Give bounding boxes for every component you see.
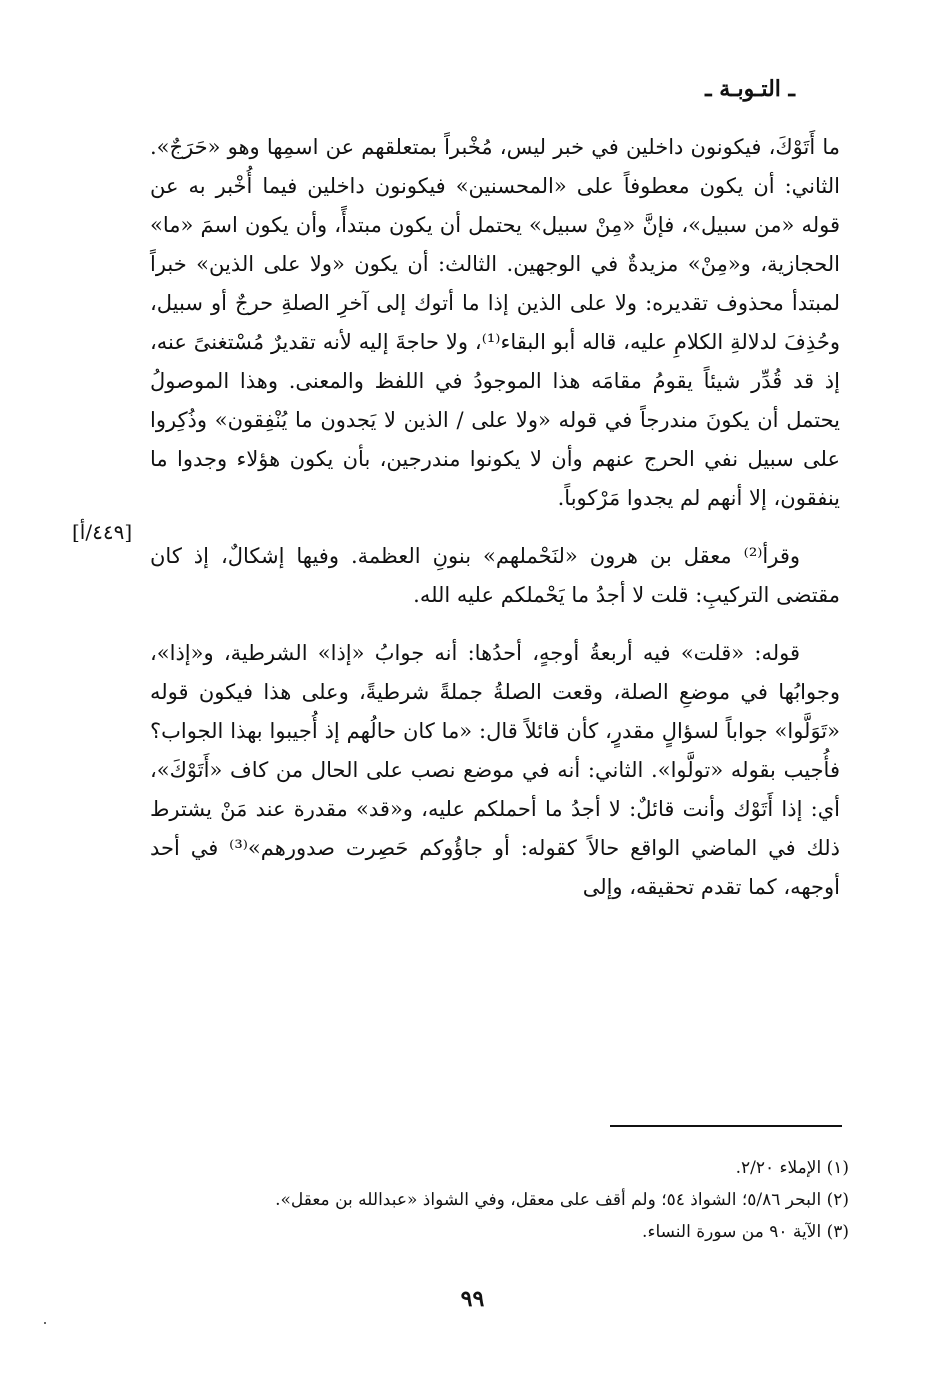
paragraph-1: ما أَتَوْكَ، فيكونون داخلين في خبر ليس، مُخْبراً بمتعلقهم عن اسمِها وهو «حَرَجٌ». الثاني: أن يكون معطوفاً على «المحسنين» فيكونون داخلين فيما أُخْبر به عن قوله «من سبيل»، فإنَّ «مِنْ سبيل» يحتمل أن يكون مبتدأً، وأن يكون اسمَ «ما» الحجازية، و«مِنْ» مزيدةٌ في الوجهين. الثالث: أن يكون «ولا على الذين» خبراً لمبتدأ محذوف تقديره: ولا على الذين إذا ما أتوك إلى آخرِ الصلةِ حرجٌ أو سبيل، وحُذِفَ لدلالةِ الكلامِ عليه، قاله أبو البقاء⁽¹⁾، ولا حاجةَ إليه لأنه تقديرٌ مُسْتغنىً عنه، إذ قد قُدِّر شيئاً يقومُ مقامَه هذا الموجودُ في اللفظ والمعنى. وهذا الموصولُ يحتمل أن يكونَ مندرجاً في قوله «ولا على / الذين لا يَجدون ما يُنْفِقون» وذُكِروا على سبيل نفي الحرج عنهم وأن لا يكونوا مندرجين، بأن يكون هؤلاء وجدوا ما ينفقون، إلا أنهم لم يجدوا مَرْكوباً. <box>150 135 840 510</box>
footnote-3: (٣) الآية ٩٠ من سورة النساء. <box>642 1222 849 1242</box>
paragraph-2: وقرأ⁽²⁾ معقل بن هرون «لنَحْملهم» بنونِ العظمة. وفيها إشكالٌ، إذ كان مقتضى التركيبِ: قلت لا أجدُ ما يَحْملكم عليه الله. <box>150 544 840 607</box>
manuscript-folio-reference: [٤٤٩/أ] <box>72 520 133 544</box>
footnote-2: (٢) البحر ٥/٨٦؛ الشواذ ٥٤؛ ولم أقف على معقل، وفي الشواذ «عبدالله بن معقل». <box>275 1190 849 1210</box>
page-number: ٩٩ <box>460 1286 485 1312</box>
main-text <box>150 128 840 907</box>
paragraph-3: قوله: «قلت» فيه أربعةُ أوجهٍ، أحدُها: أنه جوابُ «إذا» الشرطية، و«إذا»، وجوابُها في موضعِ الصلة، وقعت الصلةُ جملةً شرطيةً، وعلى هذا فيكون قوله «تَوَلَّوا» جواباً لسؤالٍ مقدرٍ، كأن قائلاً قال: «ما كان حالُهم إذ أُجيبوا بهذا الجواب؟ فأُجيب بقوله «تولَّوا». الثاني: أنه في موضع نصب على الحال من كاف «أَتَوْكَ»، أي: إذا أَتَوْك وأنت قائلٌ: لا أجدُ ما أحملكم عليه، و«قد» مقدرة عند مَنْ يشترط ذلك في الماضي الواقع حالاً كقوله: أو جاؤُوكم حَصِرت صدورهم»⁽³⁾ في أحد أوجهه، كما تقدم تحقيقه، وإلى <box>150 641 841 899</box>
footnote-1: (١) الإملاء ٢/٢٠. <box>735 1158 849 1178</box>
scan-speck <box>44 1322 46 1324</box>
footnote-separator <box>610 1125 842 1127</box>
running-header: ـ التـوبـة ـ <box>705 76 795 102</box>
footnotes <box>169 1152 849 1248</box>
